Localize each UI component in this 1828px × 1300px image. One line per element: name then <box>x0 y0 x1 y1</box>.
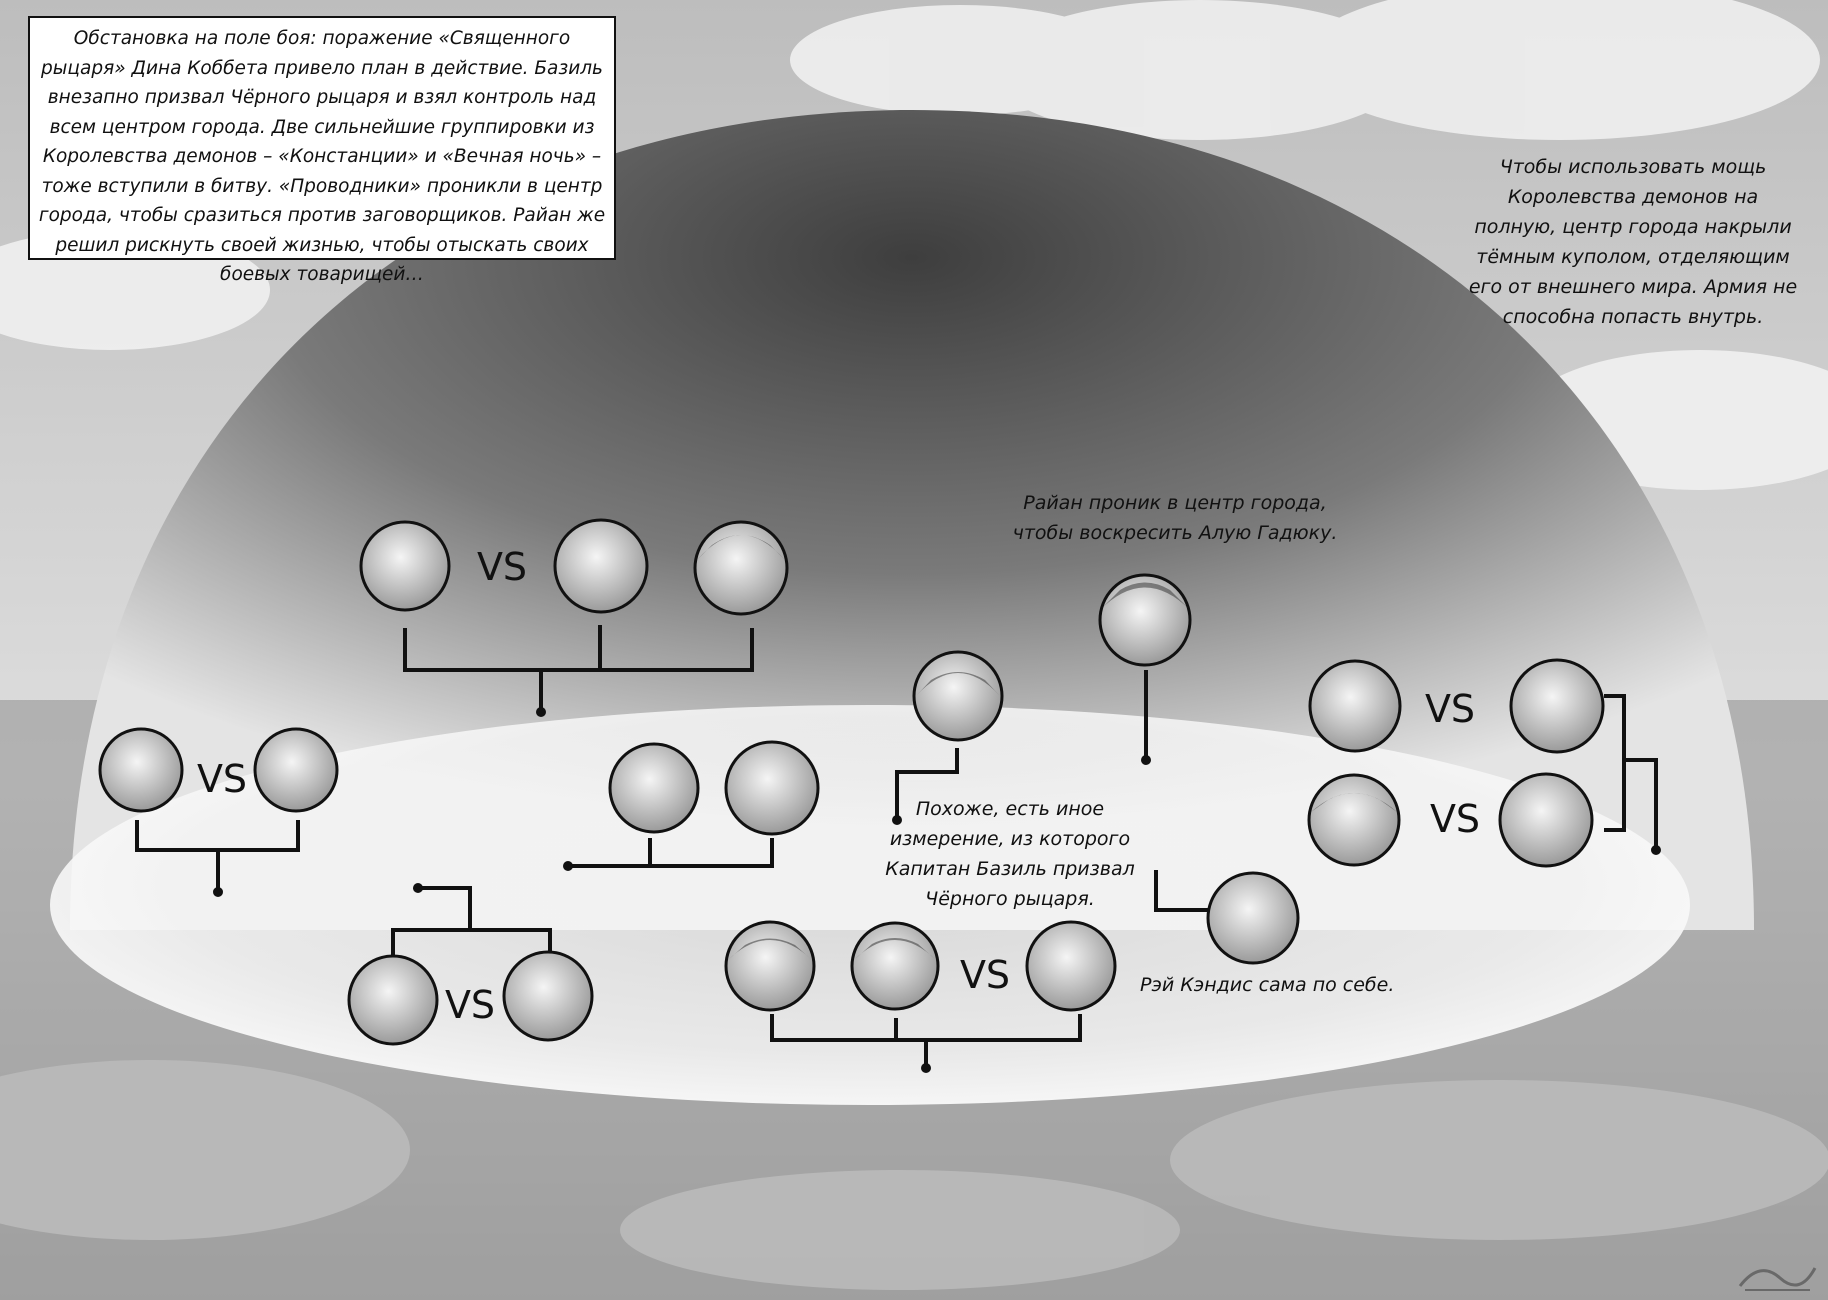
portrait-top-opponent <box>555 520 647 612</box>
dome-caption: Чтобы использовать мощь Королевства демонов на полную, центр города накрыли тёмным куполом, отделяющим его от внешнего мира. Армия не способна попасть внутрь. <box>1468 156 1798 328</box>
ryan-caption: Райан проник в центр города, чтобы воскресить Алую Гадюку. <box>1012 492 1338 544</box>
intro-caption-box: Обстановка на поле боя: поражение «Священного рыцаря» Дина Коббета привело план в действие. Базиль внезапно призвал Чёрного рыцаря и взял контроль над всем центром города. Две сильнейшие группировки из Королевства демонов – «Констанции» и «Вечная ночь» – тоже вступили в битву. «Проводники» проникли в центр города, чтобы сразиться против заговорщиков. Райан же решил рискнуть своей жизнью, чтобы отыскать своих боевых товарищей… <box>28 16 616 260</box>
portrait-bottom-left-a <box>349 956 437 1044</box>
portrait-left-opponent <box>255 729 337 811</box>
portrait-top-ally <box>695 522 787 614</box>
vs-label-right-top: VS <box>1424 687 1476 731</box>
portrait-bottom-a <box>726 922 814 1010</box>
dimension-caption: Похоже, есть иное измерение, из которого Капитан Базиль призвал Чёрного рыцаря. <box>885 798 1135 910</box>
vs-label-bottom: VS <box>959 953 1011 997</box>
portrait-bottom-left-b <box>504 952 592 1040</box>
portrait-bottom-b <box>852 923 938 1009</box>
portrait-middle-b <box>726 742 818 834</box>
portrait-right-d <box>1500 774 1592 866</box>
portrait-right-c <box>1309 775 1399 865</box>
portrait-cobbett <box>361 522 449 610</box>
portrait-middle-a <box>610 744 698 832</box>
portrait-right-a <box>1310 661 1400 751</box>
portrait-black-knight <box>914 652 1002 740</box>
portrait-bottom-c <box>1027 922 1115 1010</box>
watermark-logo <box>1730 1258 1820 1294</box>
portrait-rei-candis <box>1208 873 1298 963</box>
vs-label-right-bottom: VS <box>1429 797 1481 841</box>
vs-label-top: VS <box>476 545 528 589</box>
rei-caption: Рэй Кэндис сама по себе. <box>1140 974 1395 996</box>
vs-label-bottom-left: VS <box>444 983 496 1027</box>
portrait-ryan <box>1100 575 1190 665</box>
portrait-left-fighter <box>100 729 182 811</box>
vs-label-left: VS <box>196 757 248 801</box>
portrait-right-b <box>1511 660 1603 752</box>
